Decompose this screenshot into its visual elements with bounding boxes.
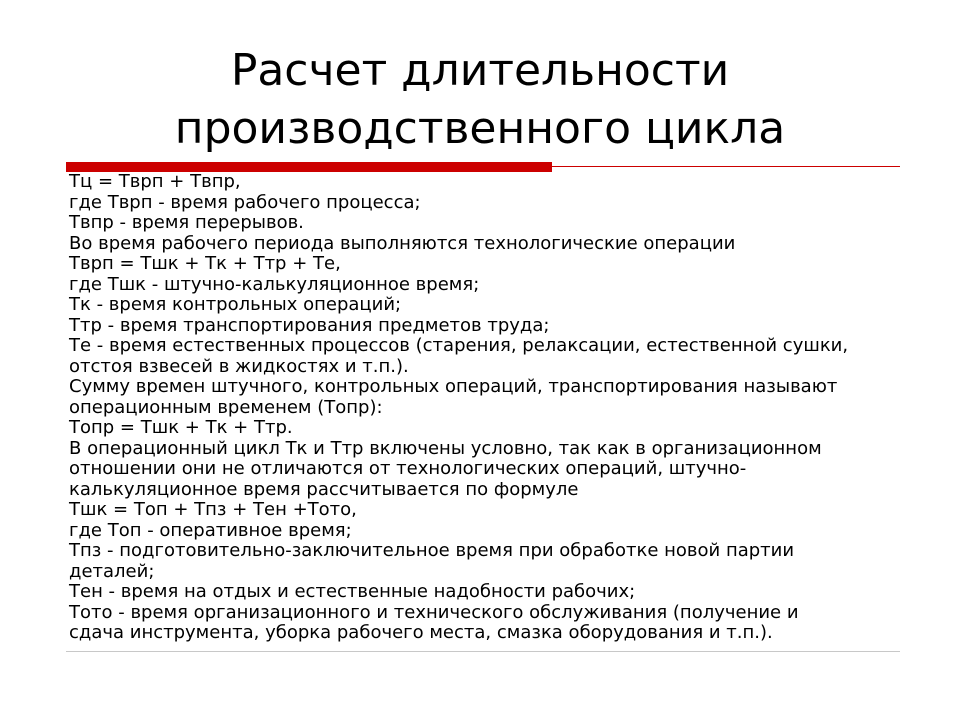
- body-line: отношении они не отличаются от технологических операций, штучно-: [69, 458, 747, 479]
- body-line: деталей;: [69, 560, 155, 582]
- body-line: Те - время естественных процессов (старения, релаксации, естественной сушки,: [69, 335, 849, 356]
- body-line: Твпр - время перерывов.: [69, 212, 304, 233]
- body-line: Ттр - время транспортирования предметов труда;: [69, 314, 550, 336]
- body-line: где Тшк - штучно-калькуляционное время;: [69, 273, 480, 295]
- title-line-2: производственного цикла: [174, 103, 786, 154]
- body-line: Тк - время контрольных операций;: [69, 294, 402, 315]
- body-line: операционным временем (Топр):: [69, 396, 383, 418]
- body-line: калькуляционное время рассчитывается по формуле: [69, 478, 579, 500]
- body-line: В операционный цикл Тк и Ттр включены условно, так как в организационном: [69, 437, 822, 459]
- title-divider-thin-line: [552, 166, 900, 167]
- body-line: сдача инструмента, уборка рабочего места, смазка оборудования и т.п.).: [69, 622, 773, 643]
- body-line: где Топ - оперативное время;: [69, 519, 352, 541]
- body-line: Тпз - подготовительно-заключительное время при обработке новой партии: [69, 540, 795, 561]
- body-line: Тврп = Тшк + Тк + Ттр + Те,: [69, 253, 341, 274]
- body-line: Тшк = Топ + Тпз + Тен +Тото,: [69, 499, 357, 520]
- body-line: отстоя взвесей в жидкостях и т.п.).: [69, 355, 409, 377]
- slide-body-text: [69, 172, 939, 644]
- body-line: Тото - время организационного и технического обслуживания (получение и: [69, 601, 799, 623]
- bottom-rule: [66, 651, 900, 652]
- body-line: Тен - время на отдых и естественные надобности рабочих;: [69, 581, 636, 602]
- body-line: Сумму времен штучного, контрольных операций, транспортирования называют: [69, 376, 838, 397]
- body-line: Топр = Тшк + Тк + Ттр.: [69, 417, 293, 438]
- slide-title: [0, 42, 960, 158]
- title-line-1: Расчет длительности: [230, 45, 730, 96]
- body-line: Тц = Тврп + Твпр,: [69, 171, 241, 192]
- body-line: Во время рабочего периода выполняются технологические операции: [69, 232, 736, 254]
- body-line: где Тврп - время рабочего процесса;: [69, 191, 421, 213]
